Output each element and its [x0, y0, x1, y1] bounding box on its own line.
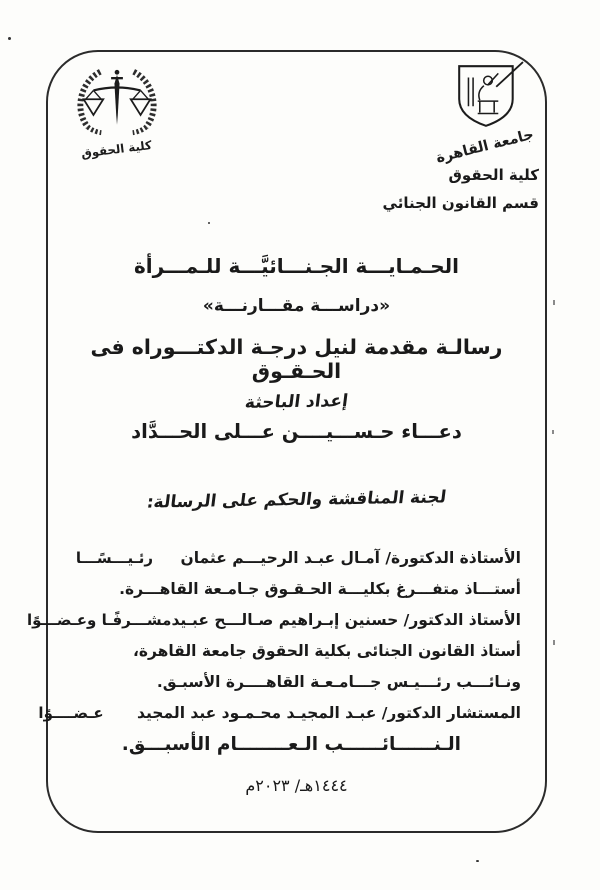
member-role: رئـيـــسًـــا — [75, 549, 154, 567]
faculty-of-law-seal-logo — [66, 60, 168, 168]
member-name: الأستاذة الدكتورة/ آمـال عبـد الرحيـــم عثمان — [180, 549, 521, 567]
member-role: عـضــــوًا — [38, 704, 104, 722]
member-role: مشـــرفًـا وعـضـــوًا — [26, 611, 172, 629]
degree-statement: رسالـة مقدمة لنيل درجـة الدكتـــوراه فى الحـقـوق — [90, 335, 503, 383]
department-name: قسم القانون الجنائي — [382, 193, 539, 212]
prepared-by-label: إعداد الباحثة — [243, 391, 350, 413]
member-detail: الـنــــــائــــــب الـعــــــــام الأسبـــق. — [121, 734, 461, 755]
scan-speck — [8, 37, 11, 40]
page-content — [26, 50, 547, 833]
member-detail: أستـــاذ متفـــرغ بكليـــة الحـقـوق جـامـعة القاهـــرة. — [119, 580, 521, 598]
hijri-gregorian-date: ١٤٤٤هـ/ ٢٠٢٣م — [245, 776, 348, 795]
seal-caption: كلية الحقوق — [80, 138, 153, 161]
scan-speck — [552, 430, 554, 434]
committee-list — [26, 543, 521, 760]
faculty-name: كلية الحقوق — [448, 166, 539, 184]
member-name: الأستاذ الدكتور/ حسنين إبـراهيم صـالـــح عبـيد — [171, 611, 521, 629]
member-detail: ونـائـــب رئـــيـس جـــامـعـة القاهــــرة الأسبـق. — [156, 673, 521, 691]
emblem-caption: جامعة القاهرة — [434, 126, 536, 167]
cairo-university-emblem-logo — [424, 60, 552, 168]
author-name: دعـــاء حـســـيــــن عـــلى الحـــدَّاد — [131, 420, 462, 443]
scan-speck — [476, 860, 479, 862]
committee-member — [58, 543, 521, 605]
scan-speck — [553, 300, 555, 305]
member-detail: أستاذ القانون الجنائى بكلية الحقوق جامعة القاهرة، — [132, 642, 521, 660]
committee-member — [26, 605, 521, 698]
committee-member — [38, 698, 521, 760]
member-name: المستشار الدكتور/ عبـد المجيـد محـمـود عبد المجيد — [137, 704, 521, 722]
thesis-title: الحـمـايـــة الجـنـــائيَّـــة للـمـــرأة — [133, 254, 460, 278]
scan-speck — [553, 640, 555, 645]
thesis-subtitle: «دراســـة مقـــارنـــة» — [202, 296, 391, 316]
faculty-department-block — [383, 162, 539, 218]
committee-heading: لجنة المناقشة والحكم على الرسالة: — [145, 487, 448, 513]
